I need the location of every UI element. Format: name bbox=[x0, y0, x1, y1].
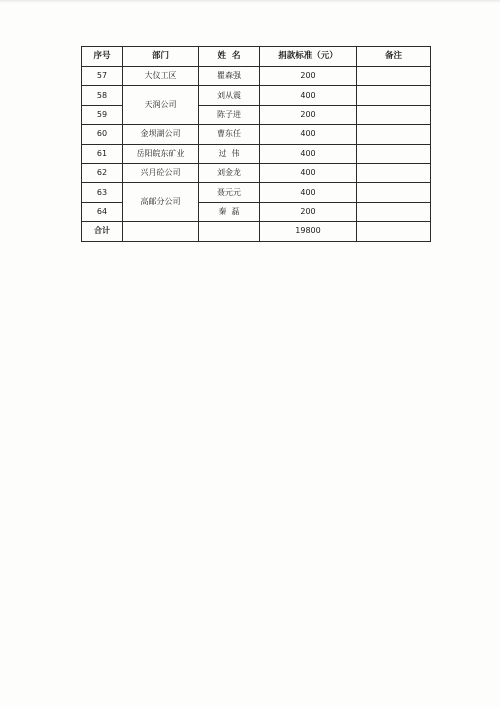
cell-seq: 62 bbox=[82, 163, 123, 182]
cell-seq: 63 bbox=[82, 183, 123, 202]
cell-seq: 61 bbox=[82, 144, 123, 163]
cell-dept: 天润公司 bbox=[123, 86, 199, 125]
table-row bbox=[82, 183, 431, 202]
cell-dept: 大仪工区 bbox=[123, 67, 199, 86]
total-row bbox=[82, 222, 431, 241]
cell-seq: 58 bbox=[82, 86, 123, 105]
scan-edge bbox=[0, 0, 500, 3]
total-name-empty bbox=[199, 222, 260, 241]
total-amount: 19800 bbox=[260, 222, 357, 241]
table-row bbox=[82, 144, 431, 163]
cell-name: 刘从震 bbox=[199, 86, 260, 105]
table-row bbox=[82, 163, 431, 182]
cell-name: 过 伟 bbox=[199, 144, 260, 163]
cell-seq: 59 bbox=[82, 105, 123, 124]
cell-amount: 400 bbox=[260, 144, 357, 163]
cell-note bbox=[357, 67, 431, 86]
header-seq: 序号 bbox=[82, 47, 123, 67]
cell-note bbox=[357, 144, 431, 163]
cell-amount: 200 bbox=[260, 105, 357, 124]
cell-dept: 兴月砼公司 bbox=[123, 163, 199, 182]
donation-table bbox=[81, 46, 431, 242]
cell-amount: 400 bbox=[260, 163, 357, 182]
header-standard: 捐款标准（元） bbox=[260, 47, 357, 67]
cell-amount: 400 bbox=[260, 86, 357, 105]
cell-name: 瞿森强 bbox=[199, 67, 260, 86]
cell-name: 聂元元 bbox=[199, 183, 260, 202]
cell-amount: 200 bbox=[260, 202, 357, 221]
cell-seq: 57 bbox=[82, 67, 123, 86]
table-row bbox=[82, 86, 431, 105]
cell-name: 陈子进 bbox=[199, 105, 260, 124]
cell-amount: 400 bbox=[260, 183, 357, 202]
cell-note bbox=[357, 202, 431, 221]
table-row bbox=[82, 67, 431, 86]
cell-amount: 400 bbox=[260, 125, 357, 144]
cell-dept: 岳阳皖东矿业 bbox=[123, 144, 199, 163]
cell-dept: 金坝湖公司 bbox=[123, 125, 199, 144]
table-header-row bbox=[82, 47, 431, 67]
cell-seq: 64 bbox=[82, 202, 123, 221]
cell-note bbox=[357, 163, 431, 182]
cell-name: 刘金龙 bbox=[199, 163, 260, 182]
cell-name: 秦 磊 bbox=[199, 202, 260, 221]
total-label: 合计 bbox=[82, 222, 123, 241]
cell-dept: 高邮分公司 bbox=[123, 183, 199, 222]
cell-seq: 60 bbox=[82, 125, 123, 144]
cell-note bbox=[357, 105, 431, 124]
header-dept: 部门 bbox=[123, 47, 199, 67]
cell-name: 曹东任 bbox=[199, 125, 260, 144]
header-name: 姓 名 bbox=[199, 47, 260, 67]
total-note-empty bbox=[357, 222, 431, 241]
header-note: 备注 bbox=[357, 47, 431, 67]
cell-note bbox=[357, 86, 431, 105]
cell-note bbox=[357, 125, 431, 144]
cell-note bbox=[357, 183, 431, 202]
total-dept-empty bbox=[123, 222, 199, 241]
table-row bbox=[82, 125, 431, 144]
cell-amount: 200 bbox=[260, 67, 357, 86]
